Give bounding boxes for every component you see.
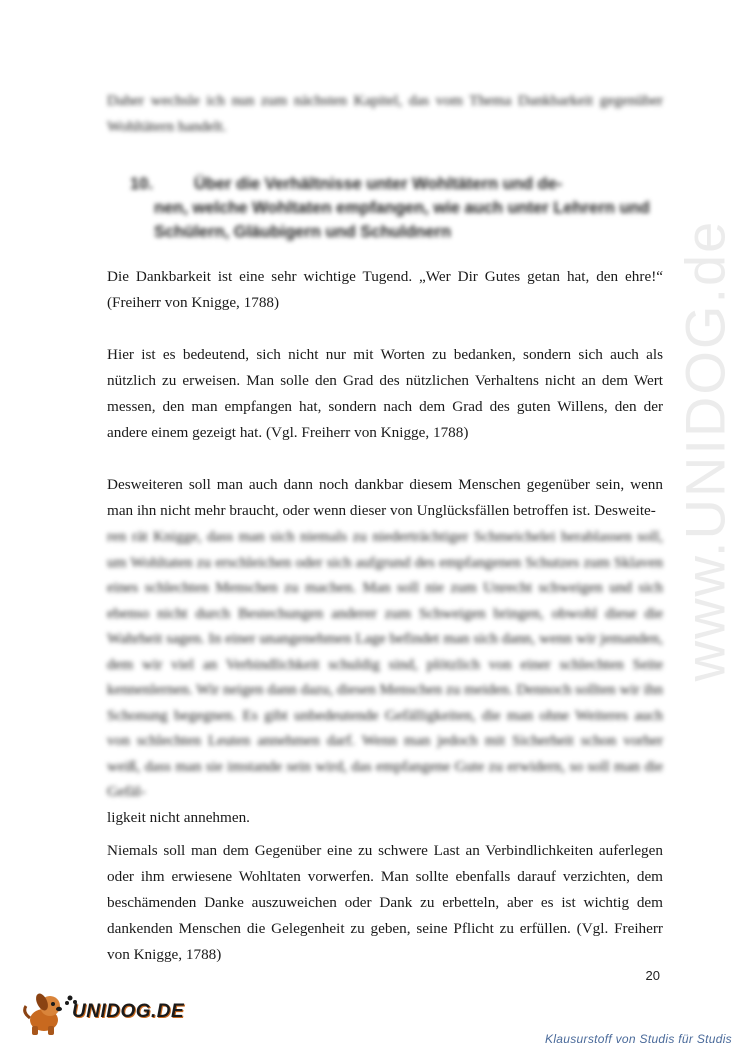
paragraph-3-blurred: ren rät Knigge, dass man sich niemals zu niederträchtiger Schmeichelei herablassen soll, um Wohltaten zu erschleichen oder sich aufgrund des empfangenen Schutzes zum Sklaven eines schlechten Menschen zu machen. Man soll nie zum Unrecht schweigen und sich ebenso nicht durch Bestechungen anderer zum Schweigen bringen, obwohl diese die Wahrheit sagen. In einer unangenehmen Lage befindet man sich dann, wenn wir jemanden, dem wir viel an Verbindlichkeit schuldig sind, plötzlich von einer schlechten Seite kennenlernen. Wir neigen dann dazu, diesen Menschen zu meiden. Dennoch sollten wir ihn Schonung begegnen. Es gibt unbedeutende Gefälligkeiten, die man ohne Weiteres auch von schlechten Leuten annehmen darf. Wenn man jedoch mit Sicherheit schon vorher weiß, dass man sie imstande sein wird, das empfangene Gute zu erwidern, so soll man die Gefäl-: [107, 528, 663, 800]
chapter-title-line2: nen, welche Wohltaten empfangen, wie auch unter Lehrern und Schülern, Gläubigern und Schuldnern: [154, 199, 650, 241]
watermark: [665, 150, 745, 750]
dog-icon: [20, 988, 78, 1036]
paragraph-3-end: ligkeit nicht annehmen.: [107, 808, 250, 826]
footer-slogan: Klausurstoff von Studis für Studis: [545, 1032, 732, 1046]
paragraph-3-visible: Desweiteren soll man auch dann noch dankbar diesem Menschen gegenüber sein, wenn man ihn nicht mehr braucht, oder wenn dieser von Unglücksfällen betroffen ist. Desweite-: [107, 476, 663, 519]
intro-paragraph: Daher wechsle ich nun zum nächsten Kapitel, das vom Thema Dankbarkeit gegenüber Wohltätern handelt.: [107, 92, 663, 135]
paragraph-4: Niemals soll man dem Gegenüber eine zu schwere Last an Verbindlichkeiten auferlegen oder ihm erwiesene Wohltaten vorwerfen. Man sollte ebenfalls darauf verzichten, dem beschämenden Danke auszuweichen oder Dank zu erbetteln, aber es ist wichtig dem dankenden Menschen die Gelegenheit zu geben, seine Pflicht zu erfüllen. (Vgl. Freiherr von Knigge, 1788): [107, 842, 663, 963]
page-number: 20: [645, 968, 660, 983]
unidog-logo: [20, 988, 184, 1036]
paragraph-3: [107, 472, 663, 831]
paragraph-1: Die Dankbarkeit ist eine sehr wichtige Tugend. „Wer Dir Gutes getan hat, den ehre!“ (Freiherr von Knigge, 1788): [107, 268, 663, 311]
chapter-number: 10.: [130, 175, 153, 193]
paragraph-2: Hier ist es bedeutend, sich nicht nur mit Worten zu bedanken, sondern sich auch als nützlich zu erweisen. Man solle den Grad des nützlichen Verhaltens nicht an dem Wert messen, den man empfangen hat, sondern nach dem Grad des guten Willens, den der andere einem gezeigt hat. (Vgl. Freiherr von Knigge, 1788): [107, 346, 663, 441]
watermark-text: www.UNIDOG.de: [673, 219, 737, 681]
chapter-title-line1: Über die Verhältnisse unter Wohltätern und de-: [194, 175, 563, 193]
logo-text: UNIDOG.DE: [72, 1001, 185, 1022]
chapter-heading: [130, 172, 655, 244]
